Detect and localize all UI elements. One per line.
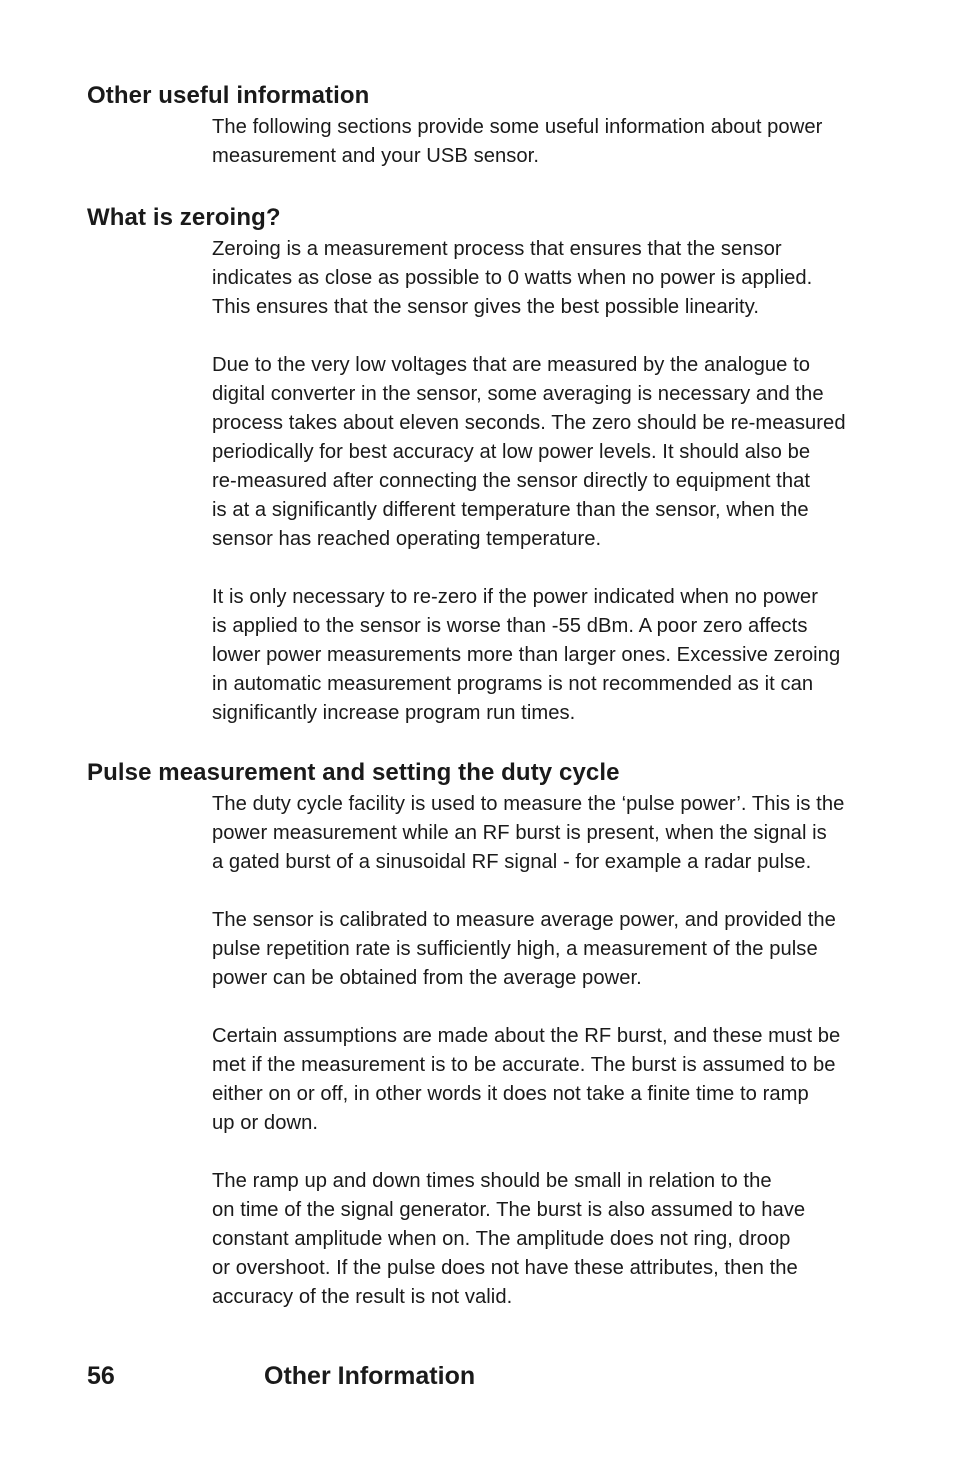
section-heading-pulse-measurement: Pulse measurement and setting the duty cycle bbox=[87, 759, 620, 786]
paragraph: The sensor is calibrated to measure average power, and provided the pulse repetition rate is sufficiently high, a measurement of the pulse power can be obtained from the average power. bbox=[212, 909, 836, 989]
paragraph: The ramp up and down times should be small in relation to the on time of the signal generator. The burst is also assumed to have constant amplitude when on. The amplitude does not ring, droop or overshoot. If the pulse does not have these attributes, then the accuracy of the result is not valid. bbox=[212, 1170, 806, 1308]
page-footer bbox=[0, 1361, 954, 1393]
paragraph: Zeroing is a measurement process that ensures that the sensor indicates as close as possible to 0 watts when no power is applied. This ensures that the sensor gives the best possible linearity. bbox=[212, 238, 813, 318]
section-body-pulse-measurement bbox=[212, 790, 872, 1312]
section-heading-what-is-zeroing: What is zeroing? bbox=[87, 204, 281, 231]
paragraph: It is only necessary to re-zero if the power indicated when no power is applied to the sensor is worse than -55 dBm. A poor zero affects lower power measurements more than larger ones. Excessive zeroing in automatic measurement programs is not recommended as it can significantly increase program run times. bbox=[212, 586, 841, 724]
section-heading-other-useful-information: Other useful information bbox=[87, 82, 370, 109]
section-body-other-useful-information bbox=[212, 113, 872, 171]
page-number: 56 bbox=[87, 1362, 115, 1390]
paragraph: The following sections provide some useful information about power measurement and your USB sensor. bbox=[212, 116, 823, 167]
section-body-what-is-zeroing bbox=[212, 235, 872, 728]
paragraph: Due to the very low voltages that are measured by the analogue to digital converter in the sensor, some averaging is necessary and the process takes about eleven seconds. The zero should be re-measured periodically for best accuracy at low power levels. It should also be re-measured after connecting the sensor directly to equipment that is at a significantly different temperature than the sensor, when the sensor has reached operating temperature. bbox=[212, 354, 846, 550]
paragraph: Certain assumptions are made about the RF burst, and these must be met if the measurement is to be accurate. The burst is assumed to be either on or off, in other words it does not take a finite time to ramp up or down. bbox=[212, 1025, 841, 1134]
paragraph: The duty cycle facility is used to measure the ‘pulse power’. This is the power measurement while an RF burst is present, when the signal is a gated burst of a sinusoidal RF signal - for example a radar pulse. bbox=[212, 793, 845, 873]
chapter-title: Other Information bbox=[264, 1362, 476, 1390]
